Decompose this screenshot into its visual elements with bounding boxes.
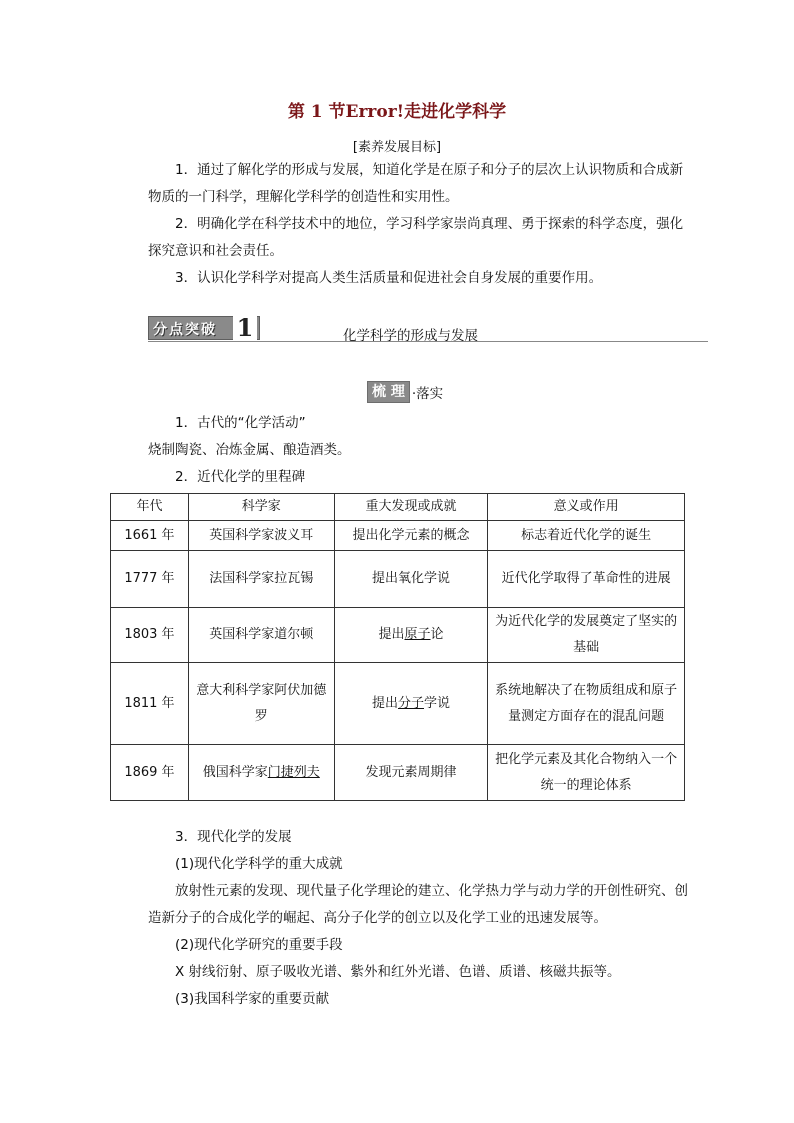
section-badge	[148, 313, 260, 342]
section-badge-label: 分点突破	[153, 322, 217, 338]
table-row	[111, 663, 685, 745]
modern-text-1: 放射性元素的发现、现代量子化学理论的建立、化学热力学与动力学的开创性研究、创造新分子的合成化学的崛起、高分子化学的创立以及化学工业的迅速发展等。	[148, 883, 688, 926]
sorting-text: ·落实	[411, 386, 444, 402]
discovery-underlined: 分子	[397, 695, 424, 711]
cell-significance: 标志着近代化学的诞生	[488, 521, 685, 551]
scientist-prefix: 俄国科学家	[202, 764, 268, 780]
cell-year: 1869 年	[111, 745, 189, 801]
cell-scientist: 意大利科学家阿伏加德罗	[188, 663, 334, 745]
ancient-text: 烧制陶瓷、冶炼金属、酿造酒类。	[148, 442, 351, 458]
discovery-underlined: 原子	[404, 627, 431, 642]
header-scientist: 科学家	[188, 494, 334, 521]
header-discovery: 重大发现或成就	[334, 494, 488, 521]
discovery-prefix: 提出	[371, 695, 398, 711]
section-badge-number: 1	[233, 315, 257, 341]
cell-discovery: 提出化学元素的概念	[334, 521, 488, 551]
cell-significance: 为近代化学的发展奠定了坚实的基础	[488, 608, 685, 663]
sorting-tag: 梳 理	[367, 381, 410, 403]
section-header	[148, 313, 708, 344]
cell-discovery: 发现元素周期律	[334, 745, 488, 801]
modern-sub-1: (1)现代化学科学的重大成就	[175, 856, 343, 872]
cell-year: 1803 年	[111, 608, 189, 663]
goal-2: 2．明确化学在科学技术中的地位，学习科学家崇尚真理、勇于探索的科学态度，强化探究意识和社会责任。	[148, 216, 684, 259]
cell-significance: 系统地解决了在物质组成和原子量测定方面存在的混乱问题	[488, 663, 685, 745]
cell-scientist	[188, 745, 334, 801]
cell-scientist: 英国科学家波义耳	[188, 521, 334, 551]
goal-1: 1．通过了解化学的形成与发展，知道化学是在原子和分子的层次上认识物质和合成新物质的一门科学，理解化学科学的创造性和实用性。	[148, 162, 684, 205]
header-year: 年代	[111, 494, 189, 521]
cell-year: 1811 年	[111, 663, 189, 745]
ancient-heading: 1．古代的“化学活动”	[175, 415, 306, 431]
cell-discovery	[334, 608, 488, 663]
goal-3: 3．认识化学科学对提高人类生活质量和促进社会自身发展的重要作用。	[175, 270, 603, 286]
page-title: 第 1 节Error!走进化学科学	[287, 102, 507, 122]
table-row	[111, 608, 685, 663]
discovery-suffix: 学说	[424, 695, 451, 711]
cell-significance: 近代化学取得了革命性的进展	[488, 551, 685, 608]
cell-year: 1661 年	[111, 521, 189, 551]
cell-significance: 把化学元素及其化合物纳入一个统一的理论体系	[488, 745, 685, 801]
section-title: 化学科学的形成与发展	[343, 328, 478, 344]
modern-text-2: X 射线衍射、原子吸收光谱、紫外和红外光谱、色谱、质谱、核磁共振等。	[175, 964, 621, 980]
goals-subtitle: [素养发展目标]	[352, 140, 442, 155]
cell-year: 1777 年	[111, 551, 189, 608]
header-significance: 意义或作用	[488, 494, 685, 521]
cell-scientist: 法国科学家拉瓦锡	[188, 551, 334, 608]
cell-discovery	[334, 663, 488, 745]
milestones-heading: 2．近代化学的里程碑	[175, 469, 306, 485]
milestones-table	[110, 493, 685, 801]
modern-sub-3: (3)我国科学家的重要贡献	[175, 991, 330, 1007]
section-divider	[148, 341, 708, 342]
cell-scientist: 英国科学家道尔顿	[188, 608, 334, 663]
discovery-prefix: 提出	[378, 627, 405, 642]
scientist-underlined: 门捷列夫	[267, 764, 320, 780]
table-row	[111, 521, 685, 551]
table-header-row	[111, 494, 685, 521]
table-row	[111, 745, 685, 801]
modern-sub-2: (2)现代化学研究的重要手段	[175, 937, 343, 953]
discovery-suffix: 论	[430, 627, 444, 642]
cell-discovery: 提出氧化学说	[334, 551, 488, 608]
table-row	[111, 551, 685, 608]
sorting-label	[367, 381, 443, 403]
modern-heading: 3．现代化学的发展	[175, 829, 292, 845]
